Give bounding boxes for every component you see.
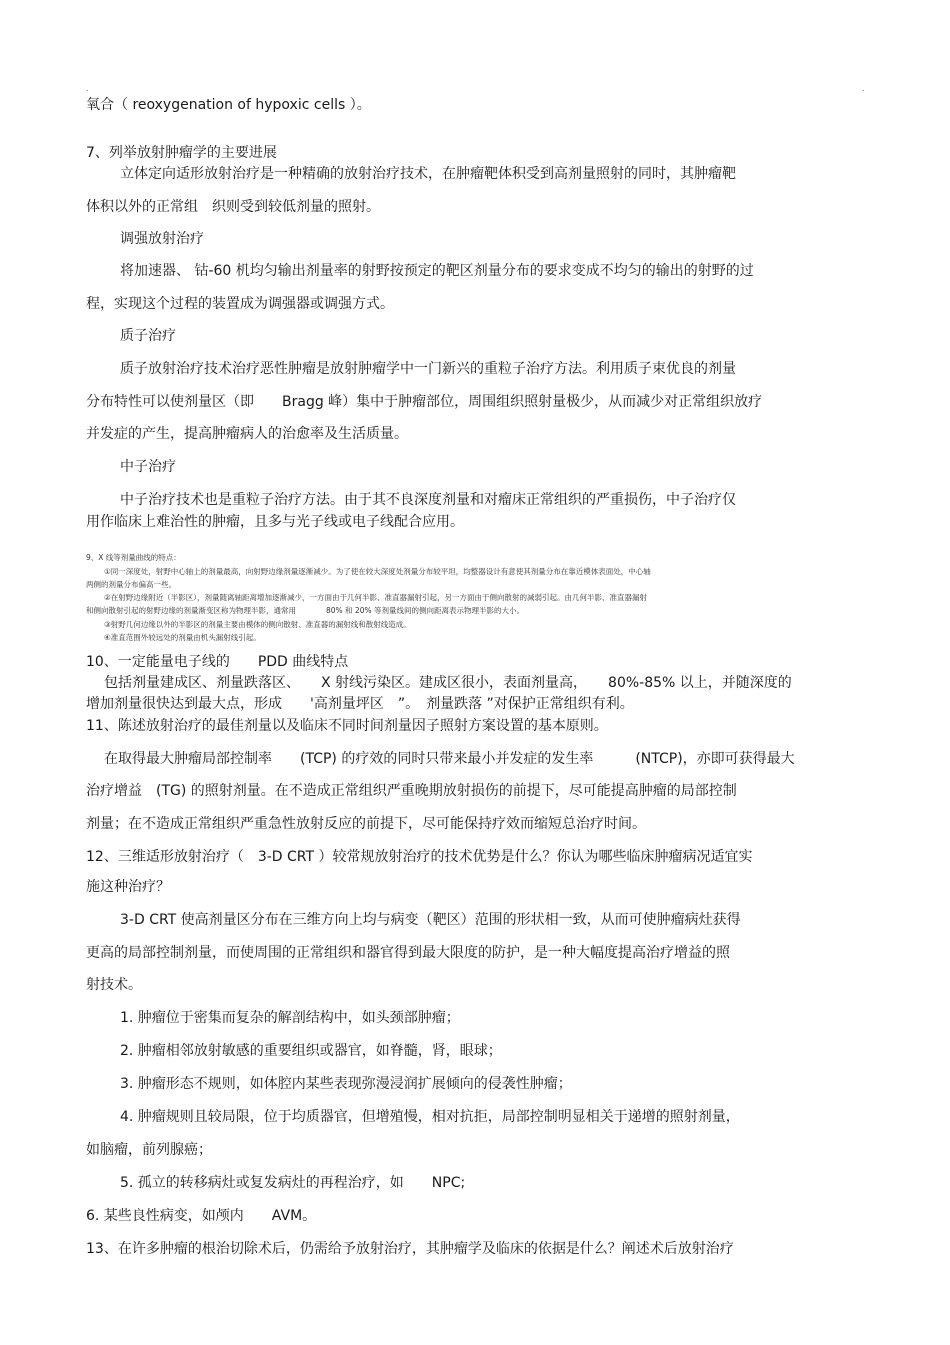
small-text-line: ③射野几何边缘以外的半影区的剂量主要由模体的侧向散射、准直器的漏射线和散射线造成。 <box>104 620 411 629</box>
text-line: 并发症的产生，提高肿瘤病人的治愈率及生活质量。 <box>86 426 408 442</box>
text-line: 射技术。 <box>86 977 142 993</box>
subheading: 调强放射治疗 <box>120 231 204 247</box>
text-line: 分布特性可以使剂量区（即 Bragg 峰）集中于肿瘤部位，周围组织照射量极少，从而减少对正常组织放疗 <box>86 394 763 410</box>
text-line: 更高的局部控制剂量，而使周围的正常组织和器官得到最大限度的防护，是一种大幅度提高治疗增益的照 <box>86 945 730 961</box>
subheading: 中子治疗 <box>120 459 176 475</box>
small-text-line: 两侧的剂量分布偏高一些。 <box>86 580 176 589</box>
list-item: 3. 肿瘤形态不规则，如体腔内某些表现弥漫浸润扩展倾向的侵袭性肿瘤； <box>120 1076 572 1092</box>
list-item: 2. 肿瘤相邻放射敏感的重要组织或器官，如脊髓，肾，眼球； <box>120 1043 502 1059</box>
text-line: 质子放射治疗技术治疗恶性肿瘤是放射肿瘤学中一门新兴的重粒子治疗方法。利用质子束优良的剂量 <box>120 361 736 377</box>
small-heading: 9、X 线等剂量曲线的特点： <box>86 553 181 562</box>
section-heading: 7、列举放射肿瘤学的主要进展 <box>86 145 277 161</box>
text-line: 包括剂量建成区、剂量跌落区、 X 射线污染区。建成区很小，表面剂量高， 80%-85% 以上，并随深度的 <box>104 675 792 691</box>
list-item: 1. 肿瘤位于密集而复杂的解剖结构中，如头颈部肿瘤； <box>120 1010 460 1026</box>
section-heading: 12、三维适形放射治疗（ 3-D CRT ）较常规放射治疗的技术优势是什么？你认为哪些临床肿瘤病况适宜实 <box>86 849 753 865</box>
section-heading: 13、在许多肿瘤的根治切除术后，仍需给予放射治疗，其肿瘤学及临床的依据是什么？阐述术后放射治疗 <box>86 1241 734 1257</box>
text-line: 治疗增益 (TG) 的照射剂量。在不造成正常组织严重晚期放射损伤的前提下，尽可能提高肿瘤的局部控制 <box>86 783 737 799</box>
text-line: 施这种治疗？ <box>86 879 170 895</box>
text-line: 剂量；在不造成正常组织严重急性放射反应的前提下，尽可能保持疗效而缩短总治疗时间。 <box>86 816 646 832</box>
section-heading: 10、一定能量电子线的 PDD 曲线特点 <box>86 654 349 670</box>
text-line: 立体定向适形放射治疗是一种精确的放射治疗技术，在肿瘤靶体积受到高剂量照射的同时，其肿瘤靶 <box>120 166 736 182</box>
text-line: 如脑瘤，前列腺癌； <box>86 1142 212 1158</box>
list-item: 4. 肿瘤规则且较局限，位于均质器官，但增殖慢，相对抗拒，局部控制明显相关于递增的照射剂量， <box>120 1109 740 1125</box>
corner-mark-right: . <box>862 84 865 93</box>
text-line: 中子治疗技术也是重粒子治疗方法。由于其不良深度剂量和对瘤床正常组织的严重损伤，中子治疗仅 <box>120 492 736 508</box>
corner-mark-left: . <box>86 84 89 93</box>
small-text-line: ①同一深度处，射野中心轴上的剂量最高，向射野边缘剂量逐渐减少。为了使在较大深度处剂量分布较平坦，均整器设计有意使其剂量分布在靠近模体表面处，中心轴 <box>104 567 651 576</box>
text-line: 增加剂量很快达到最大点，形成 '高剂量坪区 ”。 剂量跌落 ”对保护正常组织有利。 <box>86 696 634 712</box>
text-line: 体积以外的正常组 织则受到较低剂量的照射。 <box>86 199 380 215</box>
list-item: 6. 某些良性病变，如颅内 AVM。 <box>86 1208 317 1224</box>
small-text-line: 和侧向散射引起的射野边缘的剂量渐变区称为物理半影，通常用 80% 和 20% 等剂量线间的侧向距离表示物理半影的大小。 <box>86 606 524 615</box>
text-line: 程，实现这个过程的装置成为调强器或调强方式。 <box>86 296 394 312</box>
section-heading: 11、陈述放射治疗的最佳剂量以及临床不同时间剂量因子照射方案设置的基本原则。 <box>86 718 608 734</box>
subheading: 质子治疗 <box>120 328 176 344</box>
small-text-line: ②在射野边缘附近（半影区），剂量随离轴距离增加逐渐减少，一方面由于几何半影、准直器漏射引起，另一方面由于侧向散射的减弱引起。由几何半影、准直器漏射 <box>104 593 647 602</box>
text-line: 3-D CRT 使高剂量区分布在三维方向上均与病变（靶区）范围的形状相一致，从而可使肿瘤病灶获得 <box>120 912 741 928</box>
text-line: 氧合（ reoxygenation of hypoxic cells ）。 <box>86 97 371 113</box>
text-line: 将加速器、 钴-60 机均匀输出剂量率的射野按预定的靶区剂量分布的要求变成不均匀的输出的射野的过 <box>120 263 754 279</box>
text-line: 在取得最大肿瘤局部控制率 (TCP) 的疗效的同时只带来最小并发症的发生率 (NTCP)，亦即可获得最大 <box>104 751 795 767</box>
list-item: 5. 孤立的转移病灶或复发病灶的再程治疗，如 NPC; <box>120 1175 466 1191</box>
small-text-line: ④准直范围外较远处的剂量由机头漏射线引起。 <box>104 633 261 642</box>
text-line: 用作临床上难治性的肿瘤，且多与光子线或电子线配合应用。 <box>86 514 464 530</box>
